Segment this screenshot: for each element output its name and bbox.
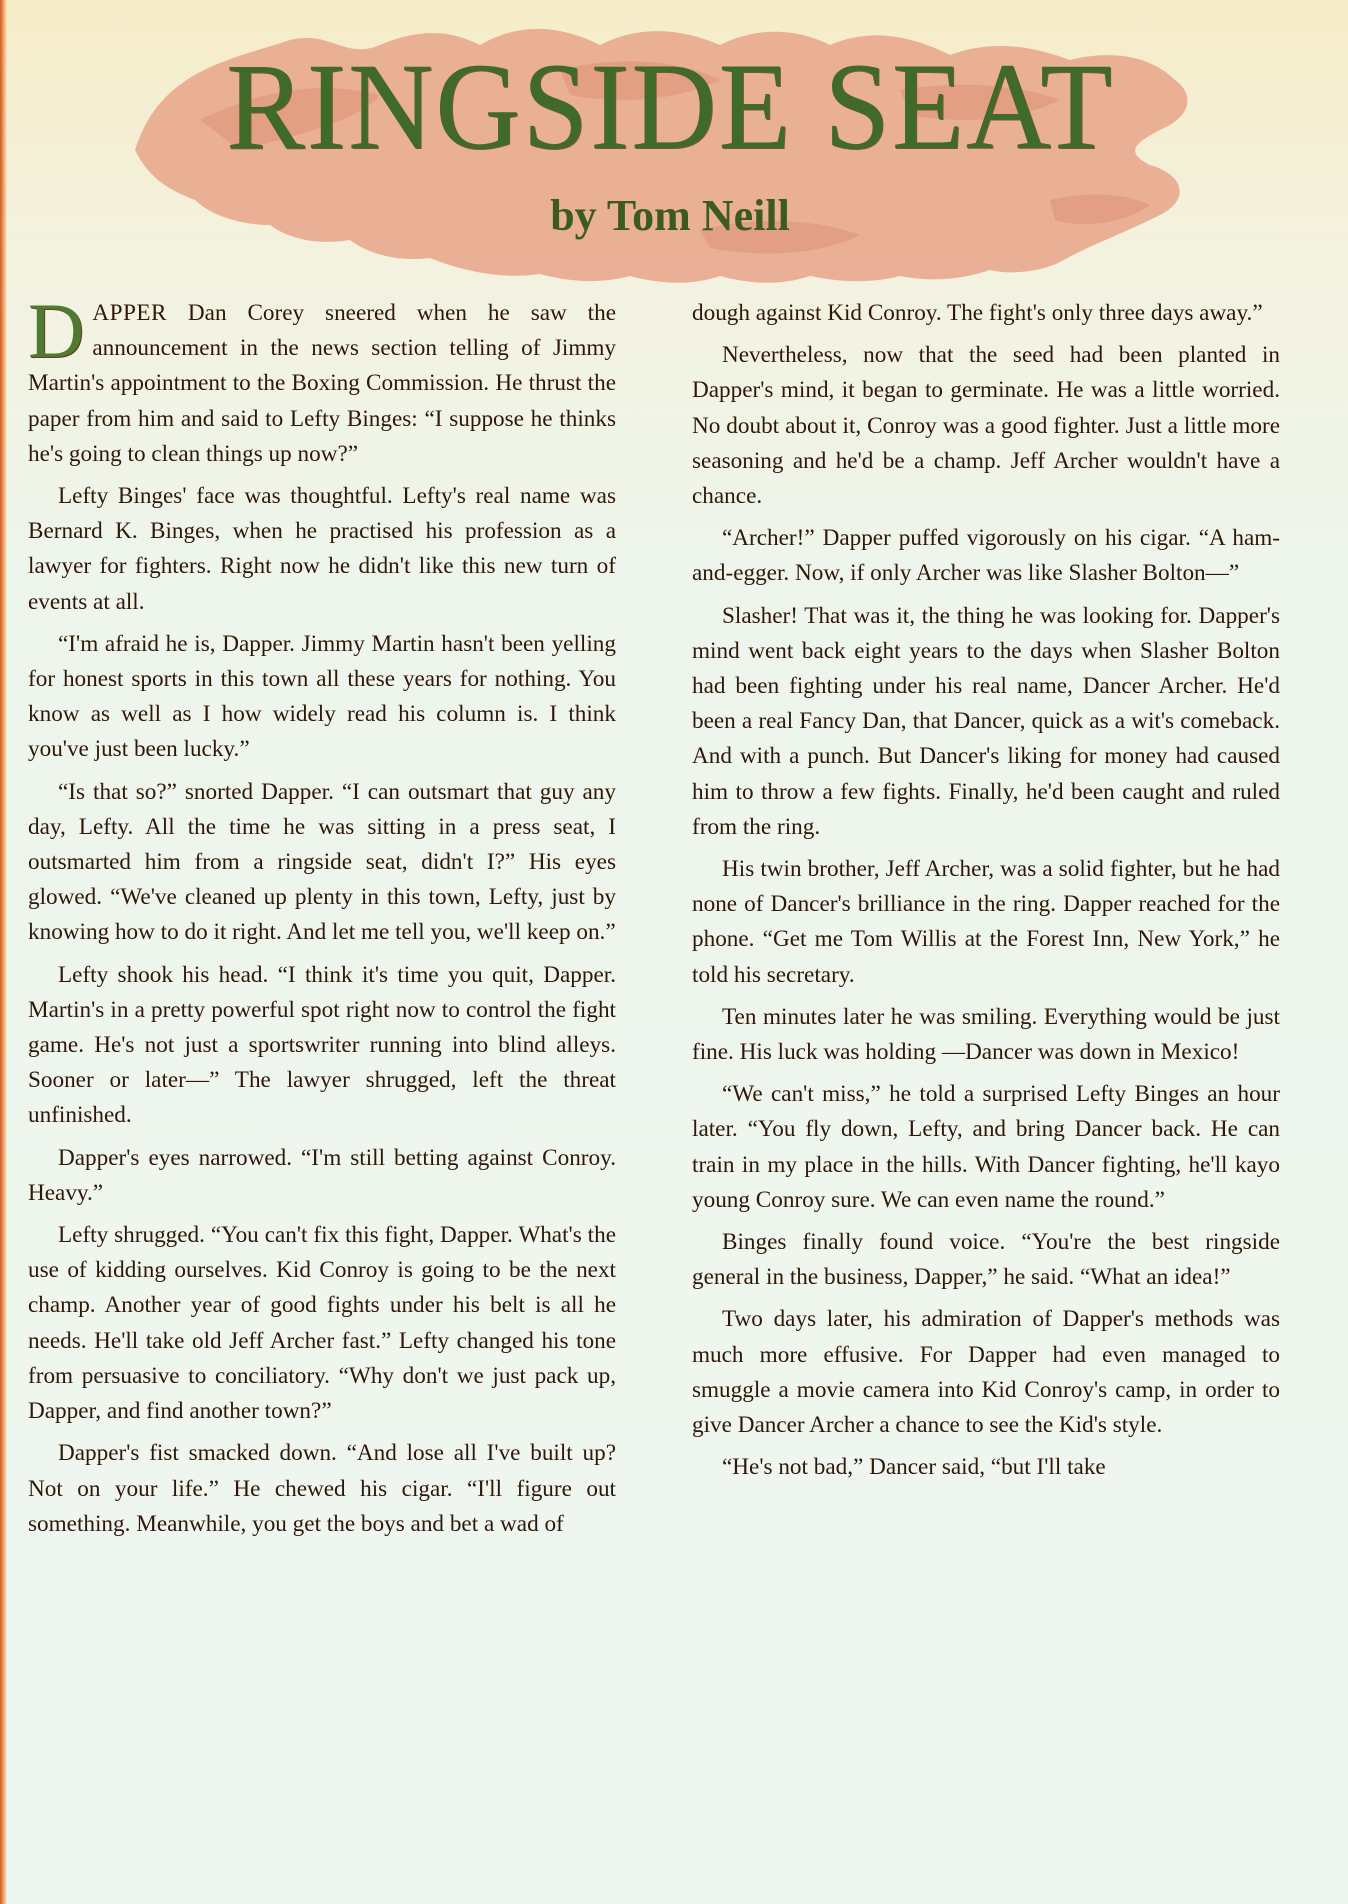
article-byline: by Tom Neill: [550, 191, 790, 240]
paragraph: Two days later, his admiration of Dapper's methods was much more effusive. For Dapper had even managed to smuggle a movie camera into Kid Conroy's camp, in order to give Dancer Archer a chance to see the Kid's style.: [692, 1306, 1280, 1439]
paragraph: “We can't miss,” he told a surprised Lefty Binges an hour later. “You fly down, Lefty, and bring Dancer back. He can train in my place in the hills. With Dancer fighting, he'll kayo young Conroy sure. We can even name the round.”: [692, 1081, 1280, 1213]
paragraph: Lefty shrugged. “You can't fix this fight, Dapper. What's the use of kidding ourselves. Kid Conroy is going to be the next champ. Another year of good fights under his belt is all he needs. He'll take old Jeff Archer fast.” Lefty changed his tone from persuasive to conciliatory. “Why don't we just pack up, Dapper, and find another town?”: [28, 1222, 616, 1425]
drop-cap: D: [28, 287, 85, 374]
paragraph: Dapper's fist smacked down. “And lose all I've built up? Not on your life.” He chewed his cigar. “I'll figure out something. Meanwhile, you get the boys and bet a wad of: [28, 1440, 616, 1537]
paragraph: Lefty shook his head. “I think it's time you quit, Dapper. Martin's in a pretty powerful spot right now to control the fight game. He's not just a sportswriter running into blind alleys. Sooner or later—” The lawyer shrugged, left the threat unfinished.: [28, 961, 616, 1129]
paragraph: Slasher! That was it, the thing he was looking for. Dapper's mind went back eight years to the days when Slasher Bolton had been fighting under his real name, Dancer Archer. He'd been a real Fancy Dan, that Dancer, quick as a wit's comeback. And with a punch. But Dancer's liking for money had caused him to throw a few fights. Finally, he'd been caught and ruled from the ring.: [692, 602, 1280, 840]
paragraph: [28, 287, 616, 472]
right-column: [692, 296, 1280, 1486]
paragraph: Lefty Binges' face was thoughtful. Lefty's real name was Bernard K. Binges, when he practised his profession as a lawyer for fighters. Right now he didn't like this new turn of events at all.: [28, 483, 616, 615]
paragraph: His twin brother, Jeff Archer, was a solid fighter, but he had none of Dancer's brilliance in the ring. Dapper reached for the phone. “Get me Tom Willis at the Forest Inn, New York,” he told his secretary.: [692, 856, 1280, 988]
paragraph: “I'm afraid he is, Dapper. Jimmy Martin hasn't been yelling for honest sports in this town all these years for nothing. You know as well as I how widely read his column is. I think you've just been lucky.”: [28, 630, 616, 763]
paragraph: Ten minutes later he was smiling. Everything would be just fine. His luck was holding —Dancer was down in Mexico!: [692, 1003, 1280, 1066]
paragraph: Dapper's eyes narrowed. “I'm still betting against Conroy. Heavy.”: [28, 1144, 616, 1206]
opening-word: APPER: [92, 300, 168, 326]
paragraph: “Is that so?” snorted Dapper. “I can outsmart that guy any day, Lefty. All the time he was sitting in a press seat, I outsmarted him from a ringside seat, didn't I?” His eyes glowed. “We've cleaned up plenty in this town, Lefty, just by knowing how to do it right. And let me tell you, we'll keep on.”: [28, 778, 616, 946]
paragraph: “He's not bad,” Dancer said, “but I'll take: [722, 1454, 1106, 1481]
paragraph: Nevertheless, now that the seed had been planted in Dapper's mind, it began to germinate. He was a little worried. No doubt about it, Conroy was a good fighter. Just a little more seasoning and he'd be a champ. Jeff Archer wouldn't have a chance.: [692, 342, 1280, 510]
paragraph: Binges finally found voice. “You're the best ringside general in the business, Dapper,” he said. “What an idea!”: [692, 1229, 1280, 1291]
article-header: [0, 0, 1348, 290]
paragraph: “Archer!” Dapper puffed vigorously on his cigar. “A ham-and-egger. Now, if only Archer was like Slasher Bolton—”: [692, 525, 1280, 587]
paragraph-text: Dan Corey sneered when he saw the announcement in the news section telling of Jimmy Martin's appointment to the Boxing Commission. He thrust the paper from him and said to Lefty Binges: “I suppose he thinks he's going to clean things up now?”: [28, 300, 616, 467]
paragraph: dough against Kid Conroy. The fight's only three days away.”: [692, 300, 1263, 326]
left-column: [28, 287, 616, 1542]
article-title: RINGSIDE SEAT: [225, 37, 1115, 176]
